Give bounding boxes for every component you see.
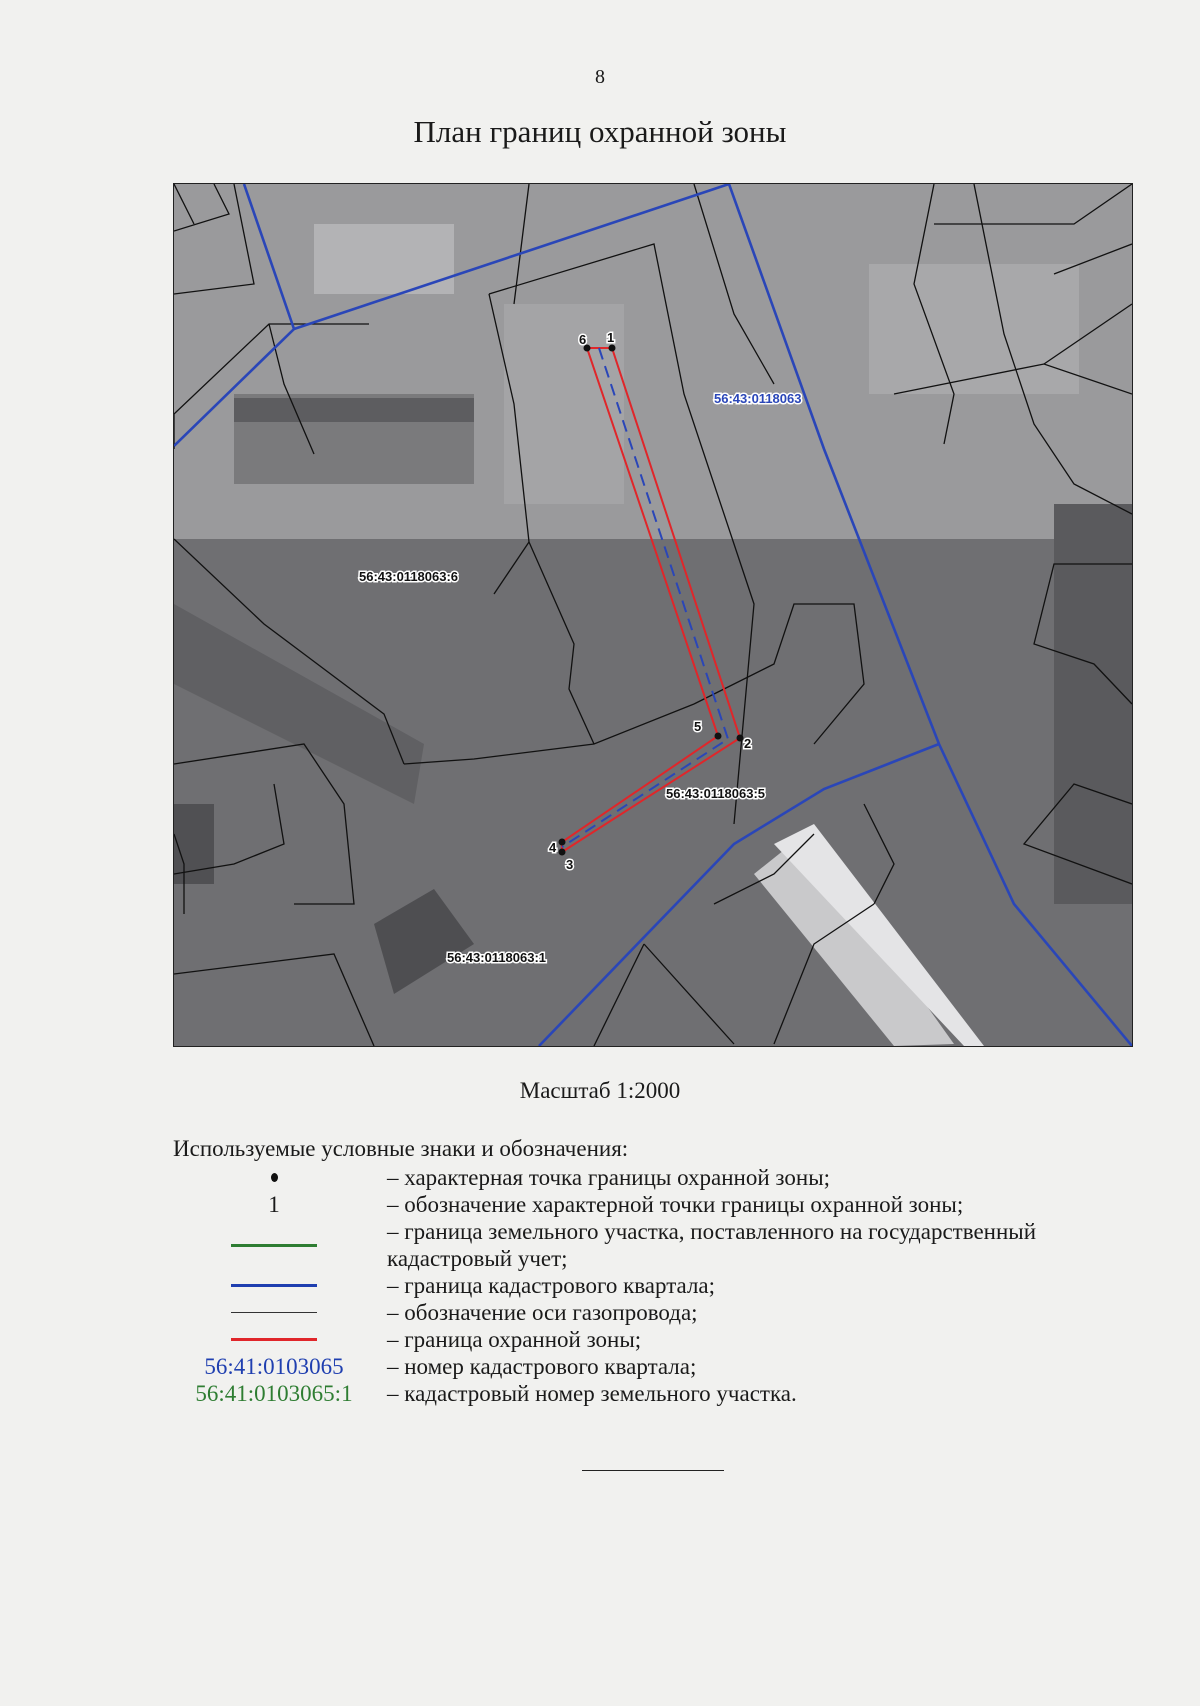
point-2: [737, 735, 744, 742]
legend-item-parcel-boundary: [173, 1218, 1133, 1272]
legend-item-gas-axis: [173, 1299, 1133, 1326]
legend-text: – обозначение характерной точки границы охранной зоны;: [387, 1192, 964, 1217]
green-line-icon: [231, 1244, 317, 1247]
legend-item-protection-zone: [173, 1326, 1133, 1353]
point-label-3: 3: [566, 857, 574, 872]
map-scale: Масштаб 1:2000: [519, 1078, 681, 1103]
page-number: 8: [595, 66, 605, 88]
red-line-icon: [231, 1338, 317, 1341]
legend-text: – граница кадастрового квартала;: [387, 1273, 716, 1298]
point-label-4: 4: [549, 840, 557, 855]
map-svg: [174, 184, 1132, 1046]
parcel-label-6: 56:43:0118063:6: [359, 569, 459, 584]
legend-text: – кадастровый номер земельного участка.: [387, 1381, 797, 1406]
point-symbol-icon: [271, 1173, 278, 1182]
page-title: План границ охранной зоны: [413, 114, 787, 149]
legend-text: – характерная точка границы охранной зоны;: [387, 1165, 831, 1190]
point-5: [715, 733, 722, 740]
legend-text: – обозначение оси газопровода;: [387, 1300, 698, 1325]
black-line-icon: [231, 1312, 317, 1313]
protection-zone-map: [173, 183, 1133, 1047]
point-1: [609, 345, 616, 352]
point-3: [559, 849, 566, 856]
legend-text: – номер кадастрового квартала;: [387, 1354, 697, 1379]
point-label-2: 2: [744, 736, 752, 751]
legend-item-point: [173, 1164, 1133, 1191]
point-label-6: 6: [579, 332, 587, 347]
legend-item-block-boundary: [173, 1272, 1133, 1299]
point-label-5: 5: [694, 719, 702, 734]
legend-text: – граница охранной зоны;: [387, 1327, 642, 1352]
legend-title: Используемые условные знаки и обозначения:: [173, 1136, 629, 1161]
legend-symbol-text: 1: [268, 1192, 280, 1217]
point-label-1: 1: [607, 330, 615, 345]
quarter-number-label: 56:43:0118063: [714, 391, 802, 406]
aerial-background: [174, 184, 1132, 1046]
legend: [173, 1164, 1133, 1407]
legend-item-parcel-number: [173, 1380, 1133, 1407]
legend-symbol-text: 56:41:0103065:1: [195, 1381, 353, 1406]
parcel-label-1: 56:43:0118063:1: [447, 950, 547, 965]
parcel-label-5: 56:43:0118063:5: [666, 786, 766, 801]
legend-symbol-text: 56:41:0103065: [204, 1354, 344, 1379]
legend-item-quarter-number: [173, 1353, 1133, 1380]
point-4: [559, 839, 566, 846]
legend-text: – граница земельного участка, поставленного на государственный кадастровый учет;: [387, 1219, 1037, 1271]
legend-item-point-number: [173, 1191, 1133, 1218]
end-rule: [582, 1470, 724, 1471]
blue-line-icon: [231, 1284, 317, 1287]
